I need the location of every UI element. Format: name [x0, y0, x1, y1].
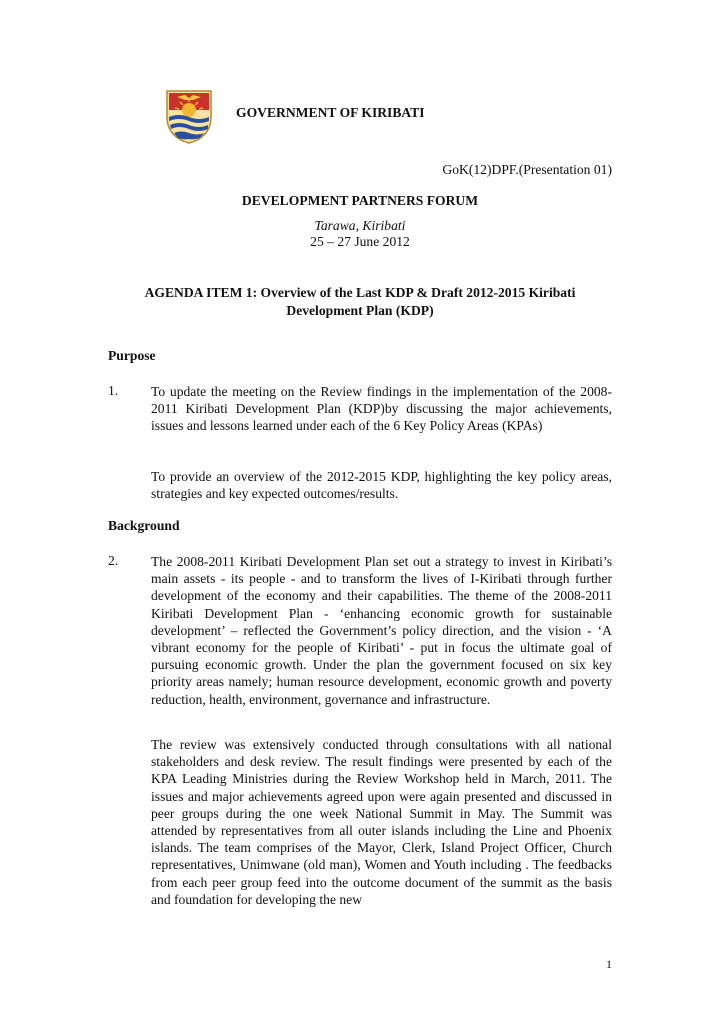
background-heading: Background: [108, 518, 180, 533]
page-number: 1: [606, 957, 612, 971]
document-reference: GoK(12)DPF.(Presentation 01): [442, 162, 612, 177]
forum-title: DEVELOPMENT PARTNERS FORUM: [241, 193, 479, 208]
purpose-number: 1.: [108, 383, 119, 398]
agenda-item-title: [108, 284, 612, 320]
background-paragraph-1: The 2008-2011 Kiribati Development Plan set out a strategy to invest in Kiribati’s main assets - its people - and to transform the lives of I-Kiribati through further development of the economy and their capabilities. The theme of the 2008-2011 Kiribati Development Plan - ‘enhancing economic growth for sustainable development’ – reflected the Government’s policy direction, and the vision - ‘A vibrant economy for the people of Kiribati’ - put in focus the ultimate goal of pursuing economic growth. Under the plan the government focused on six key priority areas namely; human resource development, economic growth and poverty reduction, health, environment, governance and infrastructure.: [151, 554, 612, 707]
purpose-paragraph-2: To provide an overview of the 2012-2015 KDP, highlighting the key policy areas, strategies and key expected outcomes/results.: [151, 469, 612, 502]
kiribati-coat-of-arms-icon: [163, 87, 215, 144]
purpose-heading: Purpose: [108, 348, 156, 363]
agenda-title-line-1: AGENDA ITEM 1: Overview of the Last KDP & Draft 2012-2015 Kiribati: [144, 285, 576, 300]
agenda-title-line-2: Development Plan (KDP): [286, 303, 434, 318]
forum-dates: 25 – 27 June 2012: [310, 234, 410, 249]
purpose-paragraph-1: To update the meeting on the Review findings in the implementation of the 2008-2011 Kiribati Development Plan (KDP)by discussing the major achievements, issues and lessons learned under each of the 6 Key Policy Areas (KPAs): [151, 384, 612, 434]
background-number: 2.: [108, 553, 119, 568]
background-paragraph-2: The review was extensively conducted through consultations with all national stakeholders and desk review. The result findings were presented by each of the KPA Leading Ministries during the Review Workshop held in March, 2011. The issues and major achievements agreed upon were again presented and discussed in peer groups during the one week National Summit in May. The Summit was attended by representatives from all outer islands including the Line and Phoenix islands. The team comprises of the Mayor, Clerk, Island Project Officer, Church representatives, Unimwane (old man), Women and Youth including . The feedbacks from each peer group feed into the outcome document of the summit as the basis and foundation for developing the new: [151, 737, 612, 907]
government-title: GOVERNMENT OF KIRIBATI: [236, 105, 425, 120]
forum-location: Tarawa, Kiribati: [314, 218, 406, 233]
